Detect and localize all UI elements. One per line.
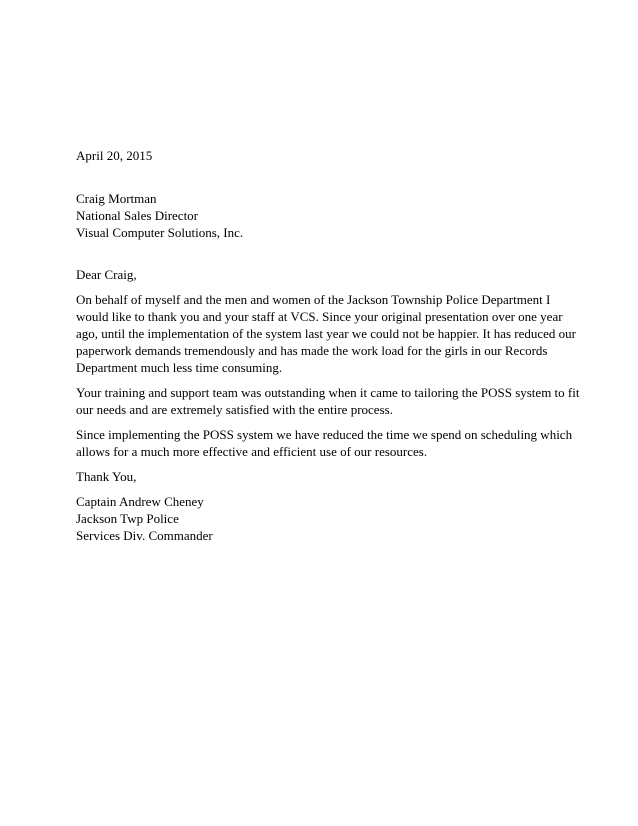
recipient-name: Craig Mortman [76, 191, 157, 206]
recipient-title: National Sales Director [76, 208, 199, 223]
salutation [76, 266, 596, 283]
paragraph-line: our needs and are extremely satisfied with the entire process. [76, 402, 393, 417]
signature-position: Services Div. Commander [76, 528, 213, 543]
salutation-text: Dear Craig, [76, 267, 137, 282]
recipient-company: Visual Computer Solutions, Inc. [76, 225, 244, 240]
paragraph-line: paperwork demands tremendously and has made the work load for the girls in our Records [76, 343, 548, 358]
paragraph-line: Since implementing the POSS system we have reduced the time we spend on scheduling which [76, 427, 573, 442]
paragraph-line: On behalf of myself and the men and women of the Jackson Township Police Department I [76, 292, 551, 307]
letter-date [76, 147, 596, 164]
signature-block [76, 493, 596, 544]
paragraph-line: would like to thank you and your staff at VCS. Since your original presentation over one year [76, 309, 563, 324]
signature-department: Jackson Twp Police [76, 511, 179, 526]
paragraph-scheduling [76, 426, 596, 460]
date-text: April 20, 2015 [76, 148, 153, 163]
paragraph-training [76, 384, 596, 418]
paragraph-line: Your training and support team was outstanding when it came to tailoring the POSS system to fit [76, 385, 580, 400]
closing-text: Thank You, [76, 469, 137, 484]
paragraph-line: ago, until the implementation of the system last year we could not be happier. It has reduced our [76, 326, 576, 341]
paragraph-thanks [76, 291, 596, 376]
paragraph-line: Department much less time consuming. [76, 360, 283, 375]
letter-body [76, 147, 596, 544]
paragraph-line: allows for a much more effective and efficient use of our resources. [76, 444, 428, 459]
recipient-block [76, 190, 596, 241]
closing [76, 468, 596, 485]
signature-name: Captain Andrew Cheney [76, 494, 204, 509]
